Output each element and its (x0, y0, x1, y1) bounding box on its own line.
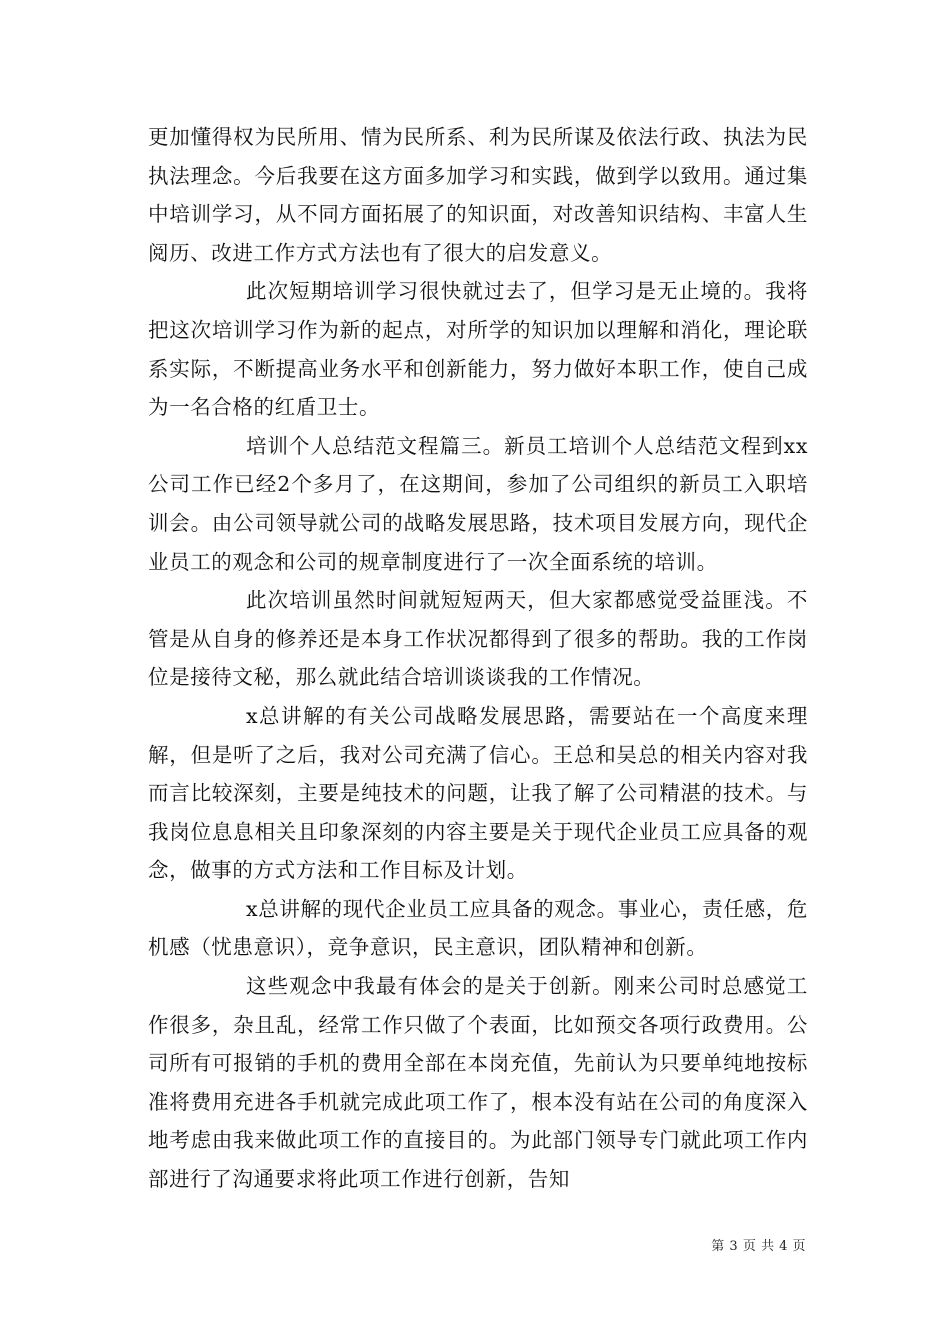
paragraph-3: 培训个人总结范文程篇三。新员工培训个人总结范文程到xx公司工作已经2个多月了，在这期间，参加了公司组织的新员工入职培训会。由公司领导就公司的战略发展思路，技术项目发展方向，现代企业员工的观念和公司的规章制度进行了一次全面系统的培训。 (148, 433, 808, 574)
paragraph-1: 更加懂得权为民所用、情为民所系、利为民所谋及依法行政、执法为民执法理念。今后我要在这方面多加学习和实践，做到学以致用。通过集中培训学习，从不同方面拓展了的知识面，对改善知识结构、丰富人生阅历、改进工作方式方法也有了很大的启发意义。 (148, 125, 808, 265)
paragraph-5: x总讲解的有关公司战略发展思路，需要站在一个高度来理解，但是听了之后，我对公司充满了信心。王总和吴总的相关内容对我而言比较深刻，主要是纯技术的问题，让我了解了公司精湛的技术。与我岗位息息相关且印象深刻的内容主要是关于现代企业员工应具备的观念，做事的方式方法和工作目标及计划。 (148, 703, 808, 883)
page-number-footer: 第 3 页 共 4 页 (711, 1239, 806, 1254)
paragraph-7: 这些观念中我最有体会的是关于创新。刚来公司时总感觉工作很多，杂且乱，经常工作只做了个表面，比如预交各项行政费用。公司所有可报销的手机的费用全部在本岗充值，先前认为只要单纯地按标准将费用充进各手机就完成此项工作了，根本没有站在公司的角度深入地考虑由我来做此项工作的直接目的。为此部门领导专门就此项工作内部进行了沟通要求将此项工作进行创新，告知 (148, 974, 808, 1192)
paragraph-6: x总讲解的现代企业员工应具备的观念。事业心，责任感，危机感（忧患意识），竞争意识，民主意识，团队精神和创新。 (148, 896, 808, 960)
paragraph-4: 此次培训虽然时间就短短两天，但大家都感觉受益匪浅。不管是从自身的修养还是本身工作状况都得到了很多的帮助。我的工作岗位是接待文秘，那么就此结合培训谈谈我的工作情况。 (148, 588, 808, 690)
document-body (148, 118, 808, 1199)
paragraph-2: 此次短期培训学习很快就过去了，但学习是无止境的。我将把这次培训学习作为新的起点，对所学的知识加以理解和消化，理论联系实际，不断提高业务水平和创新能力，努力做好本职工作，使自己成为一名合格的红盾卫士。 (148, 279, 808, 420)
